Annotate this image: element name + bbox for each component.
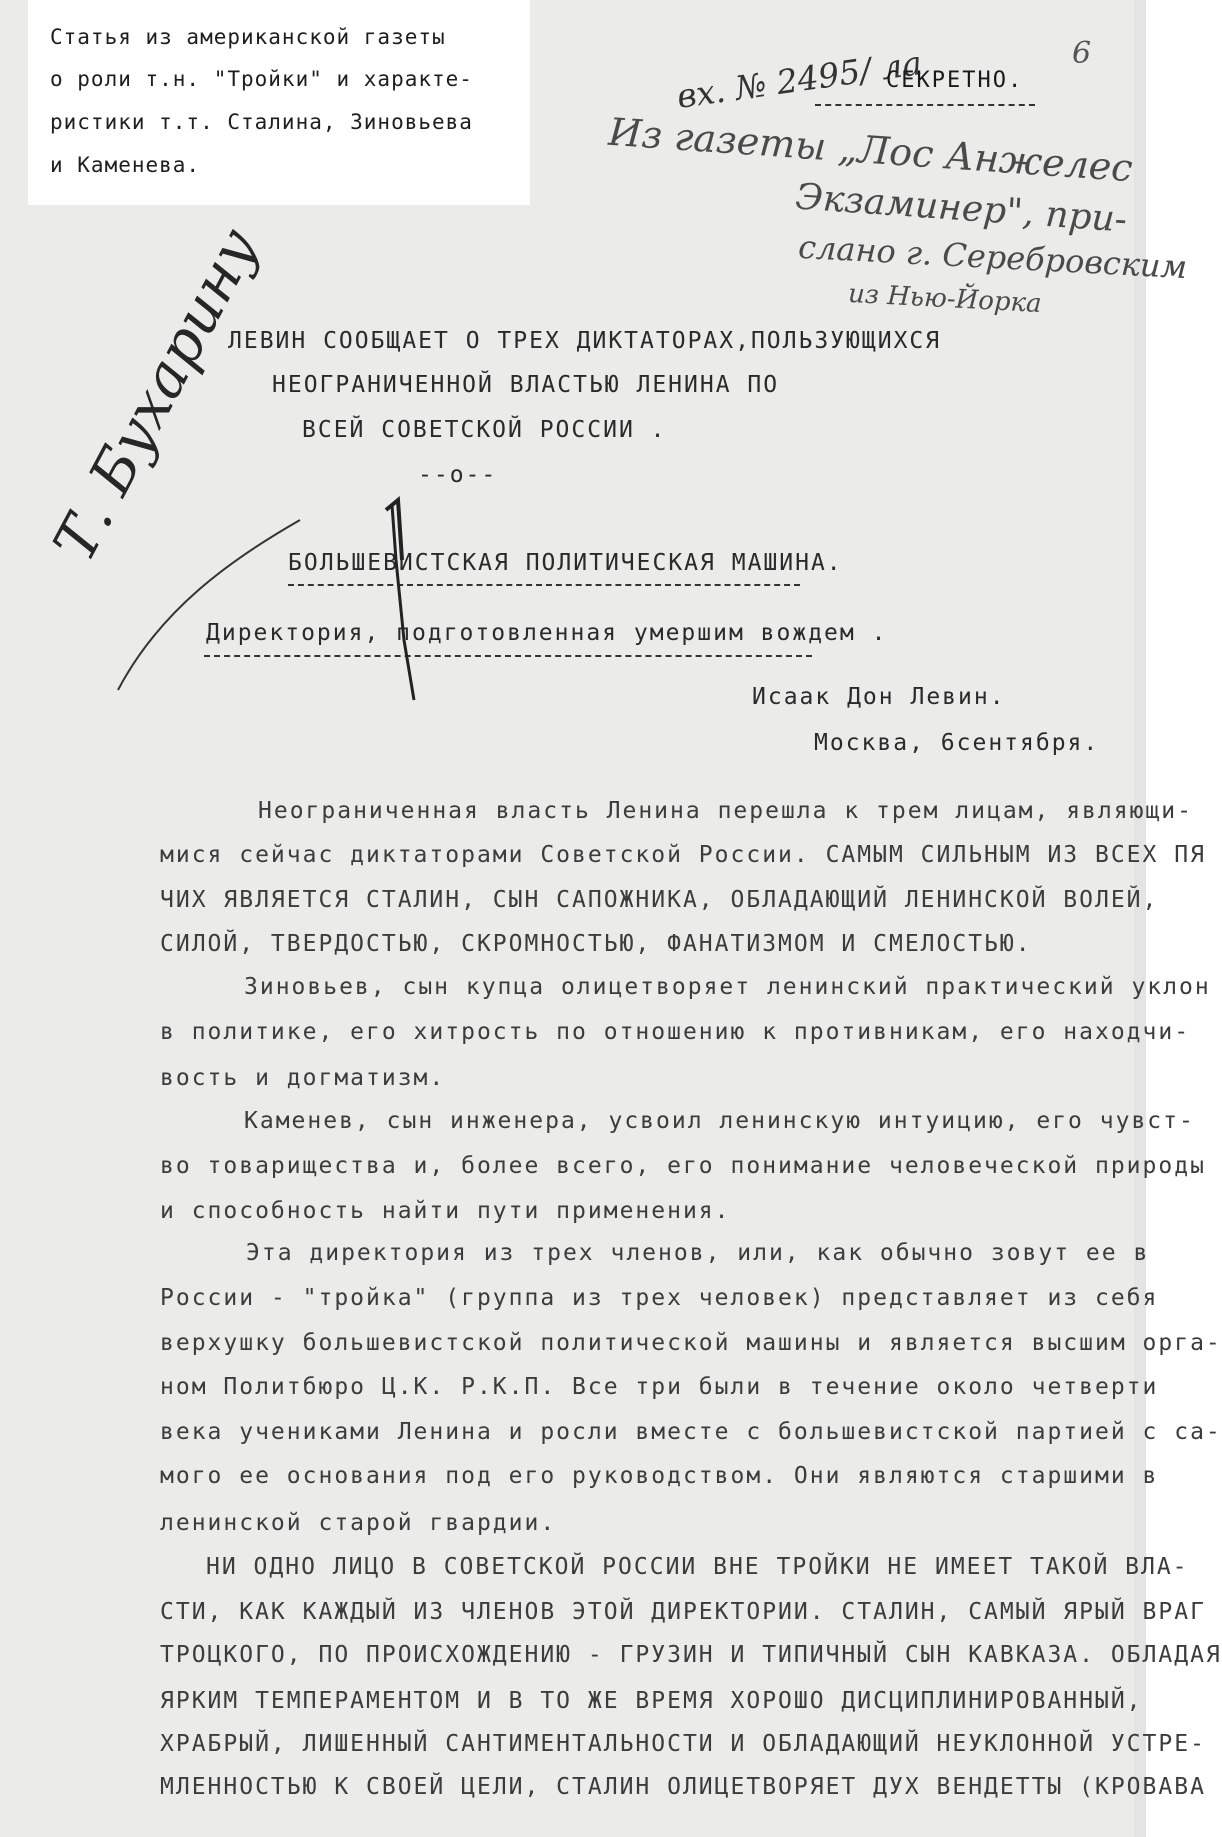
paragraph-line: МЛЕННОСТЬЮ К СВОЕЙ ЦЕЛИ, СТАЛИН ОЛИЦЕТВОРЯЕТ ДУХ ВЕНДЕТТЫ (КРОВАВА (160, 1774, 1206, 1800)
source-note-line: слано г. Серебровским (797, 227, 1189, 287)
paragraph-line: Эта директория из трех членов, или, как обычно зовут ее в (246, 1240, 1150, 1266)
source-note-line: Из газеты „Лос Анжелес (607, 109, 1135, 191)
source-note-line: из Нью-Йорка (847, 278, 1043, 320)
paragraph-line: вость и догматизм. (160, 1065, 446, 1091)
archive-label-line: Статья из американской газеты (50, 25, 446, 49)
vertical-pencil-stroke (392, 505, 414, 700)
paragraph-line: СИЛОЙ, ТВЕРДОСТЬЮ, СКРОМНОСТЬЮ, ФАНАТИЗМОМ И СМЕЛОСТЬЮ. (160, 931, 1032, 957)
paragraph-line: Неограниченная власть Ленина перешла к трем лицам, являющи- (258, 798, 1193, 824)
page-number: 6 (1072, 36, 1092, 71)
byline-author: Исаак Дон Левин. (752, 684, 1006, 710)
paragraph-line: ТРОЦКОГО, ПО ПРОИСХОЖДЕНИЮ - ГРУЗИН И ТИПИЧНЫЙ СЫН КАВКАЗА. ОБЛАДАЯ (160, 1642, 1222, 1668)
dateline: Москва, 6сентября. (814, 730, 1100, 756)
paragraph-line: во товарищества и, более всего, его понимание человеческой природы (160, 1153, 1206, 1179)
paragraph-line: в политике, его хитрость по отношению к противникам, его находчи- (160, 1019, 1191, 1045)
paragraph-line: ЧИХ ЯВЛЯЕТСЯ СТАЛИН, СЫН САПОЖНИКА, ОБЛАДАЮЩИЙ ЛЕНИНСКОЙ ВОЛЕЙ, (160, 887, 1159, 913)
paragraph-line: СТИ, КАК КАЖДЫЙ ИЗ ЧЛЕНОВ ЭТОЙ ДИРЕКТОРИИ. СТАЛИН, САМЫЙ ЯРЫЙ ВРАГ (160, 1599, 1206, 1625)
subtitle: Директория, подготовленная умершим вождем . (206, 620, 888, 646)
paragraph-line: и способность найти пути применения. (160, 1198, 731, 1224)
paragraph-line: века учениками Ленина и росли вместе с большевистской партией с са- (160, 1419, 1222, 1445)
subheading: БОЛЬШЕВИСТСКАЯ ПОЛИТИЧЕСКАЯ МАШИНА. (288, 550, 843, 576)
source-note-line: Экзаминер", при- (793, 176, 1129, 241)
headline-line: НЕОГРАНИЧЕННОЙ ВЛАСТЬЮ ЛЕНИНА ПО (272, 372, 780, 398)
paragraph-line: Каменев, сын инженера, усвоил ленинскую интуицию, его чувст- (244, 1108, 1195, 1134)
paragraph-line: Зиновьев, сын купца олицетворяет ленинский практический уклон (244, 974, 1211, 1000)
paragraph-line: ХРАБРЫЙ, ЛИШЕННЫЙ САНТИМЕНТАЛЬНОСТИ И ОБЛАДАЮЩИЙ НЕУКЛОННОЙ УСТРЕ- (160, 1731, 1206, 1757)
margin-resolution: Т. Бухарину (40, 217, 272, 572)
paragraph-line: России - "тройка" (группа из трех человек) представляет из себя (160, 1285, 1159, 1311)
archive-label-line: и Каменева. (50, 153, 201, 177)
paragraph-line: мого ее основания под его руководством. Они являются старшими в (160, 1463, 1159, 1489)
headline-line: ЛЕВИН СООБЩАЕТ О ТРЕХ ДИКТАТОРАХ,ПОЛЬЗУЮЩИХСЯ (228, 328, 942, 354)
headline-line: ВСЕЙ СОВЕТСКОЙ РОССИИ . (302, 417, 667, 443)
paragraph-line: мися сейчас диктаторами Советской России. САМЫМ СИЛЬНЫМ ИЗ ВСЕХ ПЯ (160, 842, 1206, 868)
paragraph-line: верхушку большевистской политической машины и является высшим орга- (160, 1330, 1222, 1356)
archive-label-line: о роли т.н. "Тройки" и характе- (50, 67, 473, 91)
pencil-slash (118, 520, 300, 690)
reference-number: вх. № 2495/ ла (674, 43, 925, 116)
paragraph-line: НИ ОДНО ЛИЦО В СОВЕТСКОЙ РОССИИ ВНЕ ТРОЙКИ НЕ ИМЕЕТ ТАКОЙ ВЛА- (206, 1554, 1189, 1580)
headline-separator: --o-- (418, 462, 498, 488)
paragraph-line: ЯРКИМ ТЕМПЕРАМЕНТОМ И В ТО ЖЕ ВРЕМЯ ХОРОШО ДИСЦИПЛИНИРОВАННЫЙ, (160, 1688, 1143, 1714)
archive-label-line: ристики т.т. Сталина, Зиновьева (50, 110, 473, 134)
secrecy-stamp: СЕКРЕТНО. (886, 68, 1024, 93)
paragraph-line: ленинской старой гвардии. (160, 1510, 557, 1536)
paragraph-line: ном Политбюро Ц.К. Р.К.П. Все три были в течение около четверти (160, 1374, 1159, 1400)
